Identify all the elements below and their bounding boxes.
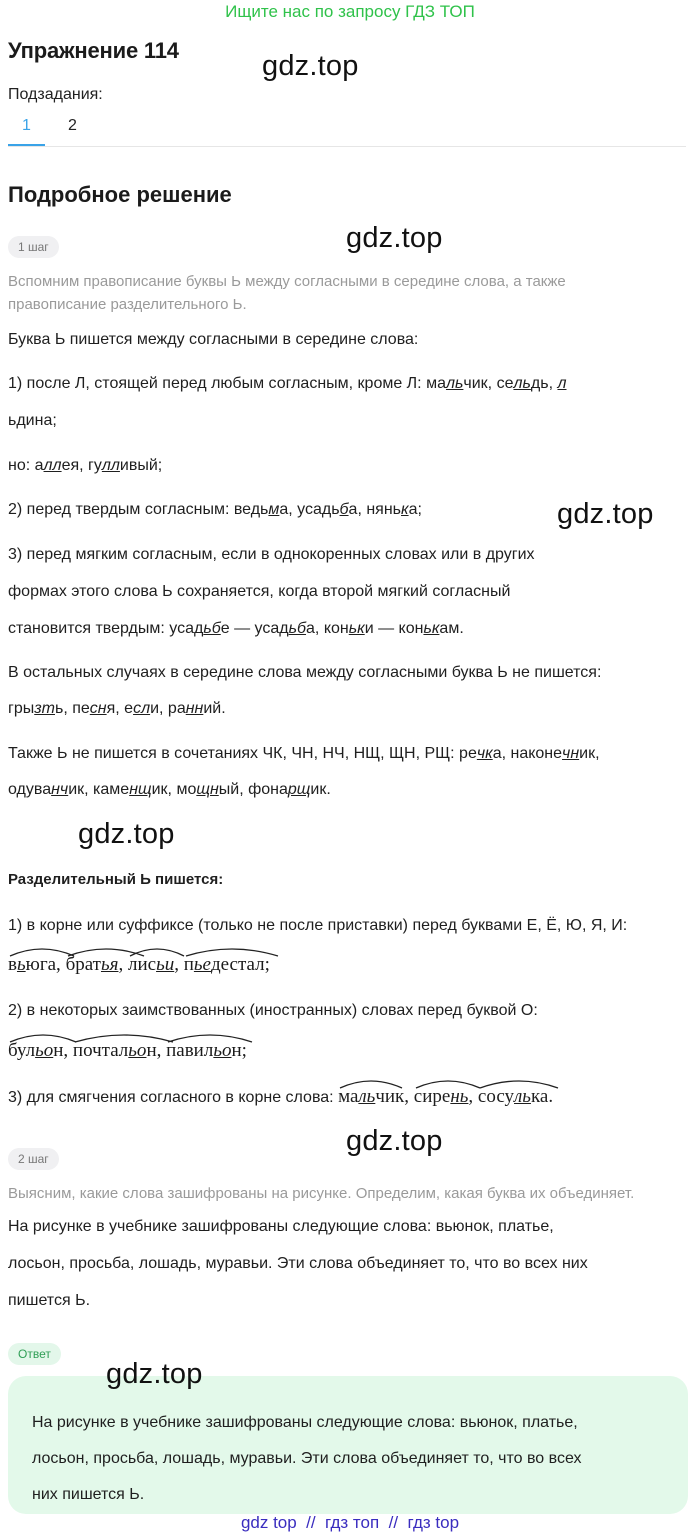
root-arc-icon	[73, 1031, 175, 1043]
step-hint-line: Вспомним правописание буквы Ь между согласными в середине слова, а также	[8, 273, 566, 290]
rule-line: 1) после Л, стоящей перед любым согласным, кроме Л: мальчик, сельдь, л	[8, 375, 567, 392]
footer-links: gdz top // гдз топ // гдз top	[240, 1513, 460, 1532]
root-arc-icon	[184, 945, 280, 957]
active-tab-indicator	[8, 144, 45, 146]
paragraph: грызть, песня, если, ранний.	[8, 700, 226, 717]
solution-title: Подробное решение	[8, 182, 232, 207]
watermark: gdz.top	[78, 818, 175, 850]
exercise-title: Упражнение 114	[8, 38, 179, 63]
tabs-divider	[8, 146, 686, 147]
subtask-tab-2[interactable]: 2	[68, 117, 77, 134]
rule-line: но: аллея, гулливый;	[8, 457, 163, 474]
answer-badge: Ответ	[8, 1343, 61, 1365]
rule-line: 3) перед мягким согласным, если в однокоренных словах или в других	[8, 546, 535, 563]
subtasks-label: Подзадания:	[8, 86, 103, 103]
paragraph: одуванчик, каменщик, мощный, фонарщик.	[8, 781, 331, 798]
step-hint-line: правописание разделительного Ь.	[8, 296, 247, 313]
paragraph: В остальных случаях в середине слова между согласными буква Ь не пишется:	[8, 664, 602, 681]
answer-text: На рисунке в учебнике зашифрованы следующие слова: вьюнок, платье, лосьон, просьба, лошадь, муравьи. Эти слова объединяет то, что во всех них пишется Ь.	[32, 1414, 582, 1503]
step-badge: 2 шаг	[8, 1148, 59, 1170]
rule-line: формах этого слова Ь сохраняется, когда второй мягкий согласный	[8, 583, 511, 600]
root-arc-icon	[8, 1031, 78, 1043]
morpheme-words: бульон, почтальон, павильон;	[8, 1040, 247, 1062]
rule-line: ьдина;	[8, 412, 57, 429]
rule-line: 1) в корне или суффиксе (только не после приставки) перед буквами Е, Ё, Ю, Я, И:	[8, 917, 628, 934]
paragraph: лосьон, просьба, лошадь, муравьи. Эти слова объединяет то, что во всех них	[8, 1255, 588, 1272]
watermark: gdz.top	[557, 498, 654, 530]
watermark: gdz.top	[262, 50, 359, 82]
step-badge: 1 шаг	[8, 236, 59, 258]
root-arc-icon	[478, 1077, 560, 1089]
root-arc-icon	[166, 1031, 254, 1043]
paragraph: Буква Ь пишется между согласными в середине слова:	[8, 331, 419, 348]
root-arc-icon	[338, 1077, 404, 1089]
rule-line: становится твердым: усадьбе — усадьба, коньки — конькам.	[8, 620, 464, 637]
search-banner: Ищите нас по запросу ГДЗ ТОП	[225, 2, 475, 21]
section-heading: Разделительный Ь пишется:	[8, 871, 224, 888]
paragraph: пишется Ь.	[8, 1292, 91, 1309]
subtask-tab-1[interactable]: 1	[22, 117, 31, 134]
watermark: gdz.top	[106, 1358, 203, 1390]
paragraph: На рисунке в учебнике зашифрованы следующие слова: вьюнок, платье,	[8, 1218, 554, 1235]
root-arc-icon	[414, 1077, 482, 1089]
paragraph: Также Ь не пишется в сочетаниях ЧК, ЧН, НЧ, НЩ, ЩН, РЩ: речка, наконечник,	[8, 745, 600, 762]
rule-line: 2) в некоторых заимствованных (иностранных) словах перед буквой О:	[8, 1002, 538, 1019]
root-arc-icon	[128, 945, 186, 957]
rule-line: 3) для смягчения согласного в корне слова: мальчик, сирень, сосулька.	[8, 1086, 553, 1108]
watermark: gdz.top	[346, 222, 443, 254]
watermark: gdz.top	[346, 1125, 443, 1157]
step-hint-line: Выясним, какие слова зашифрованы на рисунке. Определим, какая буква их объединяет.	[8, 1185, 635, 1202]
morpheme-words: вьюга, братья, лисьи, пьедестал;	[8, 954, 270, 976]
rule-line: 2) перед твердым согласным: ведьма, усадьба, нянька;	[8, 501, 422, 518]
